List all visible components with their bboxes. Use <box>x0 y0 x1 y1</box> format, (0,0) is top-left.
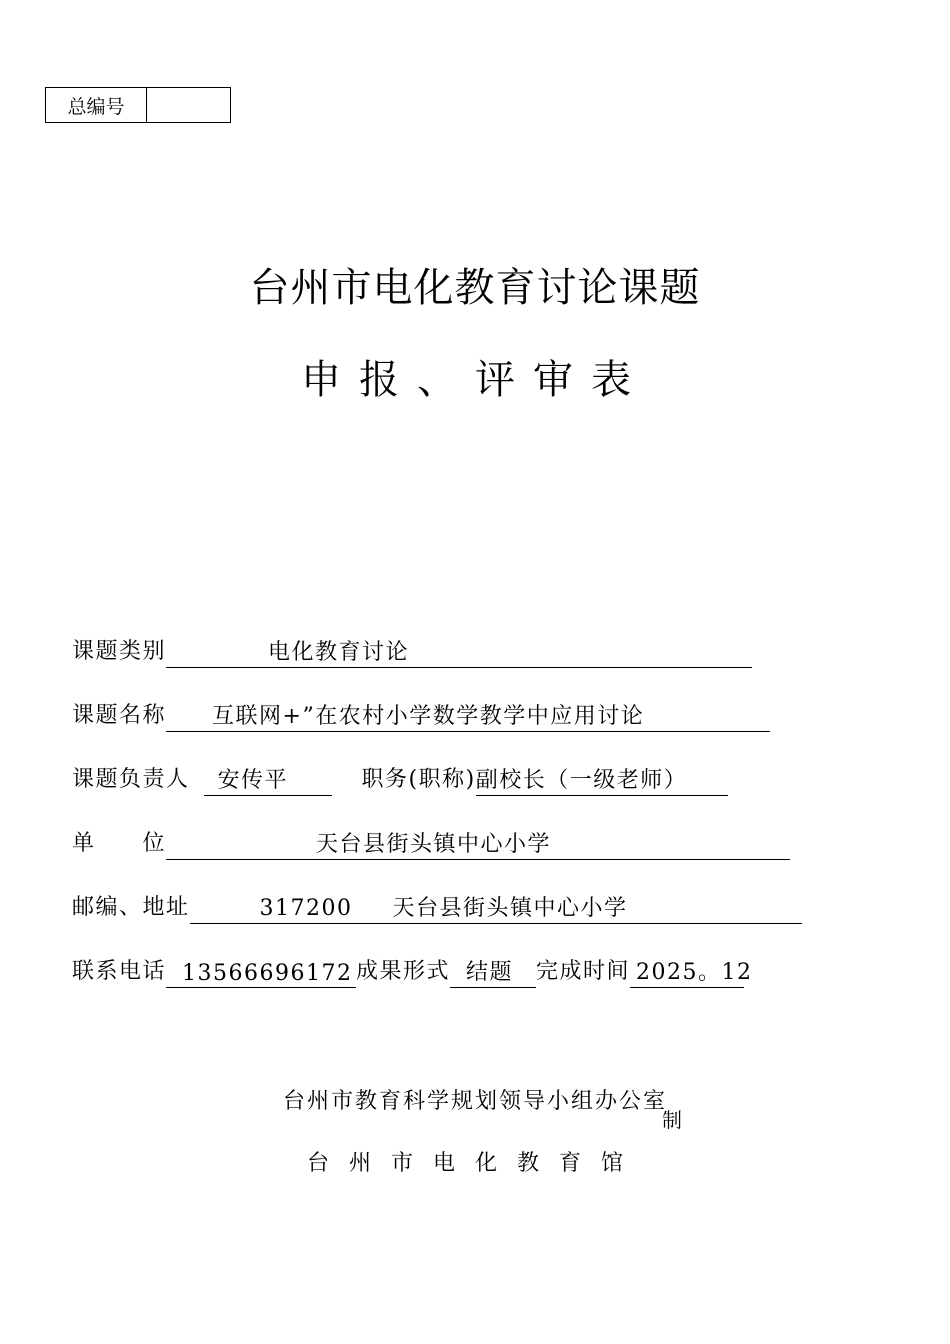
footer-made-by: 制 <box>662 1108 682 1132</box>
address-field[interactable] <box>190 891 802 924</box>
finish-time-field[interactable]: 2025。12 <box>630 955 744 988</box>
row-topic-name <box>72 700 770 732</box>
category-label: 课题类别 <box>72 639 167 664</box>
row-address <box>72 892 802 924</box>
finish-time-label: 完成时间 <box>536 959 631 984</box>
topic-name-label: 课题名称 <box>72 703 167 728</box>
serial-number-field[interactable] <box>147 88 230 122</box>
phone-label: 联系电话 <box>72 959 167 984</box>
address-label: 邮编、地址 <box>72 895 190 920</box>
address-value: 天台县街头镇中心小学 <box>392 896 628 921</box>
row-contact <box>72 956 753 988</box>
leader-field[interactable]: 安传平 <box>204 763 332 796</box>
phone-field[interactable]: 13566696172 <box>166 961 356 988</box>
footer-org-planning-office: 台州市教育科学规划领导小组办公室 <box>282 1089 667 1114</box>
doc-subtitle: 申报、评审表 <box>301 357 649 403</box>
position-label: 职务(职称) <box>361 767 476 792</box>
unit-field[interactable]: 天台县街头镇中心小学 <box>166 827 790 860</box>
footer-org-audiovisual-center: 台州市电化教育馆 <box>306 1151 643 1176</box>
doc-title: 台州市电化教育讨论课题 <box>249 265 701 311</box>
result-form-label: 成果形式 <box>356 959 451 984</box>
row-leader <box>72 764 728 796</box>
serial-number-label: 总编号 <box>46 88 147 122</box>
result-form-field[interactable]: 结题 <box>450 955 536 988</box>
category-field[interactable]: 电化教育讨论 <box>166 635 752 668</box>
serial-number-box <box>45 87 231 123</box>
postcode-value: 317200 <box>259 896 353 921</box>
position-field[interactable]: 副校长（一级老师） <box>476 763 728 796</box>
leader-label: 课题负责人 <box>72 767 190 792</box>
row-unit <box>72 828 790 860</box>
row-category <box>72 636 752 668</box>
unit-label: 单 位 <box>72 831 167 856</box>
topic-name-field[interactable]: 互联网+”在农村小学数学教学中应用讨论 <box>166 699 770 732</box>
